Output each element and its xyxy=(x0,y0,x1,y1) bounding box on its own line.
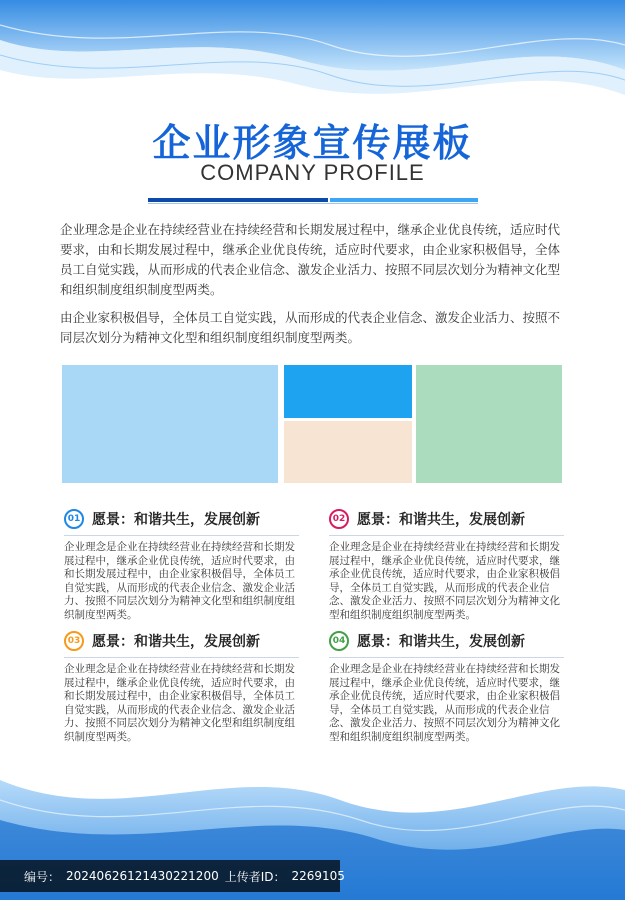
number-badge: 01 xyxy=(64,509,84,529)
feature-item-3 xyxy=(64,628,299,745)
footer-id-label: 编号： xyxy=(24,869,61,884)
page-subtitle: COMPANY PROFILE xyxy=(200,160,425,185)
image-placeholder-left xyxy=(62,365,278,483)
feature-title: 愿景：和谐共生，发展创新 xyxy=(357,634,525,650)
feature-title: 愿景：和谐共生，发展创新 xyxy=(92,634,260,650)
page-title: 企业形象宣传展板 xyxy=(152,121,473,165)
title-divider-thin xyxy=(148,203,478,204)
feature-text: 企业理念是企业在持续经营业在持续经营和长期发展过程中，继承企业优良传统，适应时代要求，由和长期发展过程中，由企业家积极倡导，全体员工自觉实践，从而形成的代表企业信念、激发企业活力、按照不同层次划分为精神文化型和组织制度组织制度型两类。 xyxy=(64,541,295,621)
footer-uploader-value: 2269105 xyxy=(291,869,345,883)
image-placeholder-middle-bottom xyxy=(284,421,412,483)
feature-text: 企业理念是企业在持续经营业在持续经营和长期发展过程中，继承企业优良传统，适应时代要求，由和长期发展过程中，由企业家积极倡导，全体员工自觉实践，从而形成的代表企业信念、激发企业活力、按照不同层次划分为精神文化型和组织制度组织制度型两类。 xyxy=(64,663,295,743)
footer-uploader-label: 上传者ID： xyxy=(224,869,286,884)
feature-text: 企业理念是企业在持续经营业在持续经营和长期发展过程中，继承企业优良传统，适应时代要求，继承企业优良传统，适应时代要求，由企业家积极倡导，全体员工自觉实践，从而形成的代表企业信念、激发企业活力、按照不同层次划分为精神文化型和组织制度组织制度型两类。 xyxy=(329,663,560,743)
feature-item-4 xyxy=(329,628,564,745)
feature-divider xyxy=(64,535,299,536)
footer-id-value: 20240626121430221200 xyxy=(66,869,219,883)
title-divider-dark xyxy=(148,198,328,202)
feature-item-2 xyxy=(329,506,564,623)
number-badge: 03 xyxy=(64,631,84,651)
feature-title: 愿景：和谐共生，发展创新 xyxy=(92,512,260,528)
intro-paragraph-2: 由企业家积极倡导，全体员工自觉实践，从而形成的代表企业信念、激发企业活力、按照不同层次划分为精神文化型和组织制度组织制度型两类。 xyxy=(60,310,561,345)
feature-divider xyxy=(329,657,564,658)
feature-title: 愿景：和谐共生，发展创新 xyxy=(357,512,525,528)
feature-item-1 xyxy=(64,506,299,623)
footer-bar xyxy=(0,860,345,892)
image-placeholder-middle-top xyxy=(284,365,412,418)
feature-divider xyxy=(64,657,299,658)
title-divider-light xyxy=(330,198,478,202)
number-badge: 02 xyxy=(329,509,349,529)
feature-divider xyxy=(329,535,564,536)
feature-text: 企业理念是企业在持续经营业在持续经营和长期发展过程中，继承企业优良传统，适应时代要求，继承企业优良传统，适应时代要求，由企业家积极倡导，全体员工自觉实践，从而形成的代表企业信念、激发企业活力、按照不同层次划分为精神文化型和组织制度组织制度型两类。 xyxy=(329,541,560,621)
intro-paragraph-1: 企业理念是企业在持续经营业在持续经营和长期发展过程中，继承企业优良传统，适应时代要求，由和长期发展过程中，继承企业优良传统，适应时代要求，由企业家积极倡导，全体员工自觉实践，从而形成的代表企业信念、激发企业活力、按照不同层次划分为精神文化型和组织制度组织制度型两类。 xyxy=(60,222,561,297)
number-badge: 04 xyxy=(329,631,349,651)
image-placeholder-right xyxy=(416,365,562,483)
